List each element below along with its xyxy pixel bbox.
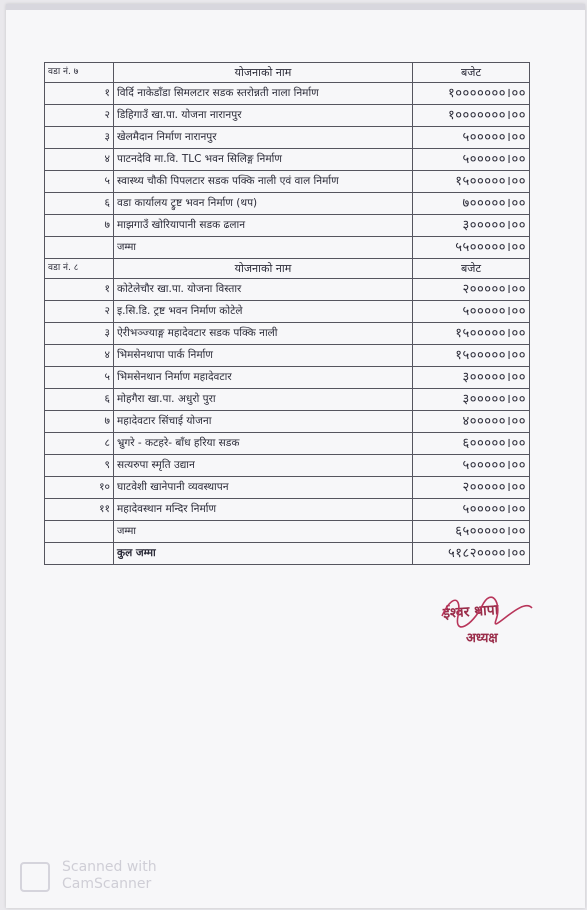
project-budget: ४०००००।००: [413, 411, 530, 433]
project-name: पाटनदेवि मा.वि. TLC भवन सिलिङ्ग निर्माण: [114, 149, 413, 171]
serial-number: ५: [45, 171, 114, 193]
project-budget: ६०००००।००: [413, 433, 530, 455]
ward8-row: [45, 477, 530, 499]
ward8-total-budget: ६५०००००।००: [413, 521, 530, 543]
watermark-line1: Scanned with: [62, 859, 157, 875]
project-budget: ३०००००।००: [413, 215, 530, 237]
project-budget: ५०००००।००: [413, 301, 530, 323]
ward8-row: [45, 323, 530, 345]
serial-number: ३: [45, 127, 114, 149]
ward7-row: [45, 215, 530, 237]
ward7-total-label: जम्मा: [114, 237, 413, 259]
project-budget: ५०००००।००: [413, 149, 530, 171]
ward8-total-label: जम्मा: [114, 521, 413, 543]
ward8-row: [45, 389, 530, 411]
grand-total-budget: ५१८२००००।००: [413, 543, 530, 565]
ward8-row: [45, 433, 530, 455]
serial-number: १: [45, 83, 114, 105]
signature-mark: [432, 586, 542, 650]
project-name: कोटेलेचौर खा.पा. योजना विस्तार: [114, 279, 413, 301]
ward7-label: वडा नं. ७: [45, 63, 114, 83]
project-name: महादेवस्थान मन्दिर निर्माण: [114, 499, 413, 521]
serial-number: १०: [45, 477, 114, 499]
ward7-row: [45, 149, 530, 171]
ward8-row: [45, 345, 530, 367]
ward7-row: [45, 171, 530, 193]
ward8-label: वडा नं. ८: [45, 259, 114, 279]
project-budget: १५०००००।००: [413, 345, 530, 367]
project-budget: २०००००।००: [413, 477, 530, 499]
signature-name: ईश्वर थापा: [442, 602, 499, 622]
project-name: डिहिगाउँ खा.पा. योजना नारानपुर: [114, 105, 413, 127]
empty-cell: [45, 237, 114, 259]
serial-number: २: [45, 301, 114, 323]
project-name: माझगाउँ खोरियापानी सडक ढलान: [114, 215, 413, 237]
page-top-edge: [6, 4, 585, 10]
empty-cell: [45, 543, 114, 565]
project-name: स्वास्थ्य चौकी पिपलटार सडक पक्कि नाली एवं वाल निर्माण: [114, 171, 413, 193]
project-name: भ्रुगरे - कटहरे- बाँध हरिया सडक: [114, 433, 413, 455]
ward7-row: [45, 127, 530, 149]
ward7-row: [45, 83, 530, 105]
project-name: मोहगैरा खा.पा. अधुरो पुरा: [114, 389, 413, 411]
ward7-name-header: योजनाको नाम: [114, 63, 413, 83]
signature-title: अध्यक्ष: [466, 631, 498, 646]
ward7-total-row: [45, 237, 530, 259]
serial-number: ११: [45, 499, 114, 521]
serial-number: २: [45, 105, 114, 127]
project-name: विर्दि नाकेडाँडा सिमलटार सडक स्तरोन्नती नाला निर्माण: [114, 83, 413, 105]
serial-number: ७: [45, 215, 114, 237]
serial-number: १: [45, 279, 114, 301]
project-name: महादेवटार सिंचाई योजना: [114, 411, 413, 433]
empty-cell: [45, 521, 114, 543]
grand-total-label: कुल जम्मा: [114, 543, 413, 565]
watermark-line2: CamScanner: [62, 876, 152, 892]
project-name: घाटवेशी खानेपानी व्यवस्थापन: [114, 477, 413, 499]
project-budget: १०००००००।००: [413, 105, 530, 127]
budget-table-body: [45, 63, 530, 565]
project-name: वडा कार्यालय ट्रुष्ट भवन निर्माण (थप): [114, 193, 413, 215]
ward8-name-header: योजनाको नाम: [114, 259, 413, 279]
serial-number: ६: [45, 193, 114, 215]
ward8-header-row: [45, 259, 530, 279]
grand-total-row: [45, 543, 530, 565]
project-budget: ५०००००।००: [413, 127, 530, 149]
project-name: भिमसेनथापा पार्क निर्माण: [114, 345, 413, 367]
project-budget: ३०००००।००: [413, 367, 530, 389]
project-budget: ७०००००।००: [413, 193, 530, 215]
ward8-row: [45, 279, 530, 301]
ward7-row: [45, 105, 530, 127]
serial-number: ३: [45, 323, 114, 345]
project-budget: ३०००००।००: [413, 389, 530, 411]
serial-number: ७: [45, 411, 114, 433]
ward7-budget-header: बजेट: [413, 63, 530, 83]
project-budget: ५०००००।००: [413, 499, 530, 521]
ward7-header-row: [45, 63, 530, 83]
ward7-total-budget: ५५०००००।००: [413, 237, 530, 259]
project-name: खेलमैदान निर्माण नारानपुर: [114, 127, 413, 149]
project-name: सत्यरुपा स्मृति उद्यान: [114, 455, 413, 477]
ward7-row: [45, 193, 530, 215]
project-budget: १०००००००।००: [413, 83, 530, 105]
serial-number: ९: [45, 455, 114, 477]
project-budget: १५०००००।००: [413, 323, 530, 345]
budget-table: [44, 62, 530, 565]
project-budget: २०००००।००: [413, 279, 530, 301]
project-name: भिमसेनथान निर्माण महादेवटार: [114, 367, 413, 389]
ward8-row: [45, 411, 530, 433]
project-name: इ.सि.डि. ट्रष्ट भवन निर्माण कोटेले: [114, 301, 413, 323]
project-name: ऐरीभञ्ज्याङ्ग महादेवटार सडक पक्कि नाली: [114, 323, 413, 345]
camscanner-logo-icon: [20, 862, 50, 892]
serial-number: ८: [45, 433, 114, 455]
serial-number: ४: [45, 345, 114, 367]
ward8-row: [45, 367, 530, 389]
project-budget: ५०००००।००: [413, 455, 530, 477]
ward8-budget-header: बजेट: [413, 259, 530, 279]
ward8-row: [45, 301, 530, 323]
serial-number: ४: [45, 149, 114, 171]
serial-number: ५: [45, 367, 114, 389]
ward8-row: [45, 455, 530, 477]
ward8-total-row: [45, 521, 530, 543]
project-budget: १५०००००।००: [413, 171, 530, 193]
ward8-row: [45, 499, 530, 521]
serial-number: ६: [45, 389, 114, 411]
